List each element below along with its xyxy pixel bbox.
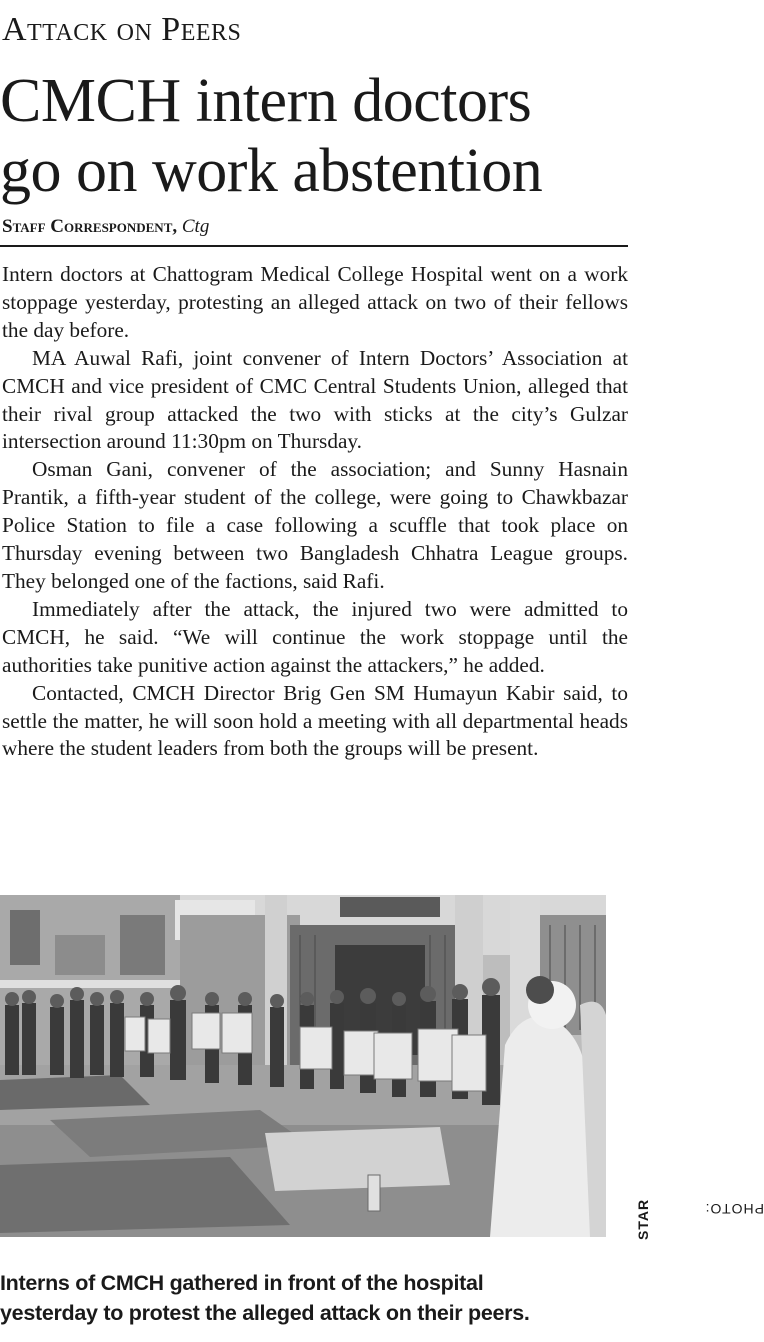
photo-credit [612,1110,764,1240]
byline-name: Staff Correspondent, [2,216,178,237]
photo-credit-text [634,1198,764,1240]
protest-photo-illustration [0,895,606,1237]
kicker: Attack on Peers [2,11,242,48]
paragraph-1: Intern doctors at Chattogram Medical College Hospital went on a work stoppage yesterday, protesting an alleged attack on two of their fellows the day before. [2,262,628,342]
byline-location: Ctg [181,216,210,237]
headline [0,66,636,206]
paragraph-5: Contacted, CMCH Director Brig Gen SM Humayun Kabir said, to settle the matter, he will soon hold a meeting with all departmental heads where the student leaders from both the groups will be present. [2,680,628,761]
caption-line-1: Interns of CMCH gathered in front of the hospital [0,1271,484,1295]
byline [2,214,209,240]
paragraph-3: Osman Gani, convener of the association; and Sunny Hasnain Prantik, a fifth-year student of the college, were going to Chawkbazar Police Station to file a case following a scuffle that took place on Thursday evening between two Bangladesh Chhatra League groups. They belonged one of the factions, said Rafi. [2,457,628,593]
photo-credit-prefix: PHOTO: [704,1201,764,1217]
paragraph-4: Immediately after the attack, the injured two were admitted to CMCH, he said. “We will continue the work stoppage until the authorities take punitive action against the attackers,” he added. [2,596,628,677]
news-photo [0,895,606,1237]
headline-line-2: go on work abstention [0,137,543,205]
byline-divider [0,245,628,247]
photo-credit-source: STAR [635,1198,651,1240]
article-body [2,261,628,763]
photo-caption [0,1268,630,1328]
headline-line-1: CMCH intern doctors [0,67,532,135]
caption-line-2: yesterday to protest the alleged attack on their peers. [0,1301,530,1325]
paragraph-2: MA Auwal Rafi, joint convener of Intern Doctors’ Association at CMCH and vice president of CMC Central Students Union, alleged that their rival group attacked the two with sticks at the city’s Gulzar intersection around 11:30pm on Thursday. [2,345,628,454]
